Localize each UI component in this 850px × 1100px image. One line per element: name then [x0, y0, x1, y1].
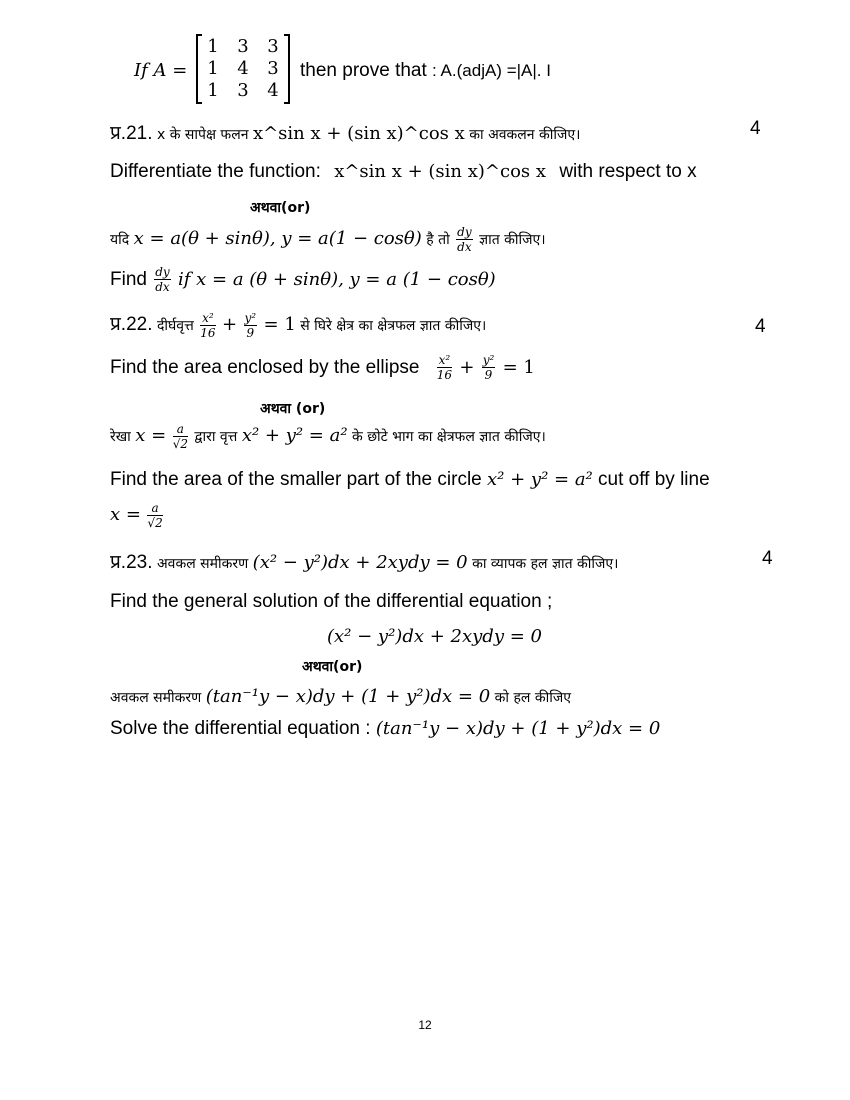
q23-marks: 4 [762, 548, 773, 569]
q23-alt-pre: अवकल समीकरण [110, 690, 202, 706]
matrix-cell: 3 [267, 36, 279, 57]
q22-alt-circle: x² + y² = a² [241, 425, 348, 446]
q23-hindi-line [110, 548, 618, 574]
matrix-cell: 4 [237, 58, 249, 79]
prove-claim: : A.(adjA) =|A|. I [432, 61, 551, 80]
q21-alt-pre: यदि [110, 232, 130, 248]
q21-find-eq: if x = a (θ + sinθ), y = a (1 − cosθ) [178, 269, 496, 291]
q22-alt-num: a [173, 423, 188, 437]
q22-line-num: a [147, 502, 162, 516]
q22-english: Find the area enclosed by the ellipse [110, 357, 420, 379]
q21-label: प्र.21. [110, 123, 153, 144]
matrix-cell: 3 [237, 80, 249, 101]
q23-english-alt-eq: (tan⁻¹y − x)dy + (1 + y²)dx = 0 [375, 718, 661, 739]
q22-en-x-den: 16 [436, 368, 453, 382]
q21-find-frac-num: dy [155, 265, 170, 279]
q22-x-den: 16 [200, 326, 216, 340]
matrix-cell: 4 [267, 80, 279, 101]
q23-hindi-pre: अवकल समीकरण [156, 556, 249, 572]
matrix-if-label: If A = [134, 60, 188, 81]
q22-english-circle: x² + y² = a² [487, 469, 593, 490]
q23-equation: (x² − y²)dx + 2xydy = 0 [252, 552, 468, 573]
q23-alt-hindi [110, 686, 571, 707]
q22-line-lhs: x = [110, 504, 141, 526]
matrix-cell: 3 [237, 36, 249, 57]
q22-english-line: Find the area enclosed by the ellipse $\frac{\text{x²}}{16}$ + $\frac{\text{y²}}{9}$ = 1 [110, 353, 535, 382]
q21-hindi-line [110, 119, 580, 145]
q21-find: Find [110, 269, 147, 291]
q22-english-alt: Find the area of the smaller part of the circle [110, 469, 482, 490]
q22-rhs: = 1 [263, 314, 296, 335]
q22-line-eq [110, 502, 165, 530]
q22-y-den: 9 [246, 326, 255, 340]
q22-hindi-pre: दीर्घवृत्त [156, 318, 194, 334]
q22-line-den: √2 [147, 516, 163, 530]
q21-alt-hindi [110, 226, 546, 254]
q21-hindi-pre: x के सापेक्ष फलन [156, 127, 249, 143]
q22-english-alt-post: cut off by line [598, 469, 710, 490]
q21-alt-eq: x = a(θ + sinθ), y = a(1 − cosθ) [133, 228, 422, 249]
q21-marks: 4 [750, 118, 761, 139]
q21-frac-den: dx [457, 240, 472, 254]
matrix-cell: 3 [267, 58, 279, 79]
q22-or: अथवा (or) [260, 401, 326, 417]
matrix-cell: 1 [207, 80, 219, 101]
q23-english-alt: Solve the differential equation : [110, 718, 371, 739]
q21-english-line [110, 161, 697, 183]
q22-alt-post: के छोटे भाग का क्षेत्रफल ज्ञात कीजिए। [352, 429, 546, 445]
q21-frac-num: dy [457, 225, 472, 239]
q22-en-y-den: 9 [484, 368, 493, 382]
q22-y-num: y² [244, 311, 257, 325]
q23-equation-centered: (x² − y²)dx + 2xydy = 0 [327, 626, 542, 647]
page-number: 12 [418, 1018, 432, 1032]
q21-alt-post: ज्ञात कीजिए। [479, 232, 546, 248]
q22-label: प्र.22. [110, 314, 153, 335]
q22-hindi-line: प्र.22. दीर्घवृत्त $\frac{\text{x²}}{16}$ + $\frac{\text{y²}}{9}$ = 1 से घिरे क्षेत्र का क्षेत्रफल ज्ञात कीजिए। [110, 311, 487, 340]
q23-or: अथवा(or) [302, 659, 363, 675]
q21-alt-mid: है तो [426, 232, 450, 248]
prove-text: then prove that [300, 60, 427, 81]
q22-alt-pre: रेखा [110, 429, 131, 445]
q21-function-en: x^sin x + (sin x)^cos x [334, 161, 547, 182]
q21-find-frac-den: dx [155, 280, 170, 294]
q23-hindi-post: का व्यापक हल ज्ञात कीजिए। [472, 556, 619, 572]
q22-marks: 4 [755, 316, 766, 337]
q22-en-y-num: y² [482, 353, 495, 367]
q23-alt-post: को हल कीजिए [494, 690, 571, 706]
q21-english-post: with respect to x [559, 161, 697, 182]
q23-english-alt-line [110, 718, 660, 740]
q22-x-num: x² [202, 311, 214, 325]
q22-hindi-post: से घिरे क्षेत्र का क्षेत्रफल ज्ञात कीजिए। [300, 318, 487, 334]
q23-label: प्र.23. [110, 552, 153, 573]
q22-alt-line-lhs: x = [135, 425, 167, 446]
matrix-cell: 1 [207, 36, 219, 57]
q23-alt-equation: (tan⁻¹y − x)dy + (1 + y²)dx = 0 [205, 686, 491, 707]
q21-or: अथवा(or) [250, 200, 311, 216]
matrix-prove-text [300, 60, 551, 82]
q21-function: x^sin x + (sin x)^cos x [252, 123, 465, 144]
q22-en-rhs: = 1 [502, 357, 535, 379]
q22-alt-mid: द्वारा वृत्त [194, 429, 238, 445]
q23-english: Find the general solution of the differential equation ; [110, 591, 553, 612]
q21-english: Differentiate the function: [110, 161, 321, 182]
q22-english-alt-line [110, 469, 710, 491]
matrix-cell: 1 [207, 58, 219, 79]
q21-hindi-post: का अवकलन कीजिए। [469, 127, 581, 143]
q22-alt-hindi [110, 423, 546, 451]
q21-find-line [110, 266, 496, 294]
q22-alt-den: √2 [172, 437, 188, 451]
matrix-a [196, 36, 290, 102]
q22-en-x-num: x² [438, 353, 451, 367]
